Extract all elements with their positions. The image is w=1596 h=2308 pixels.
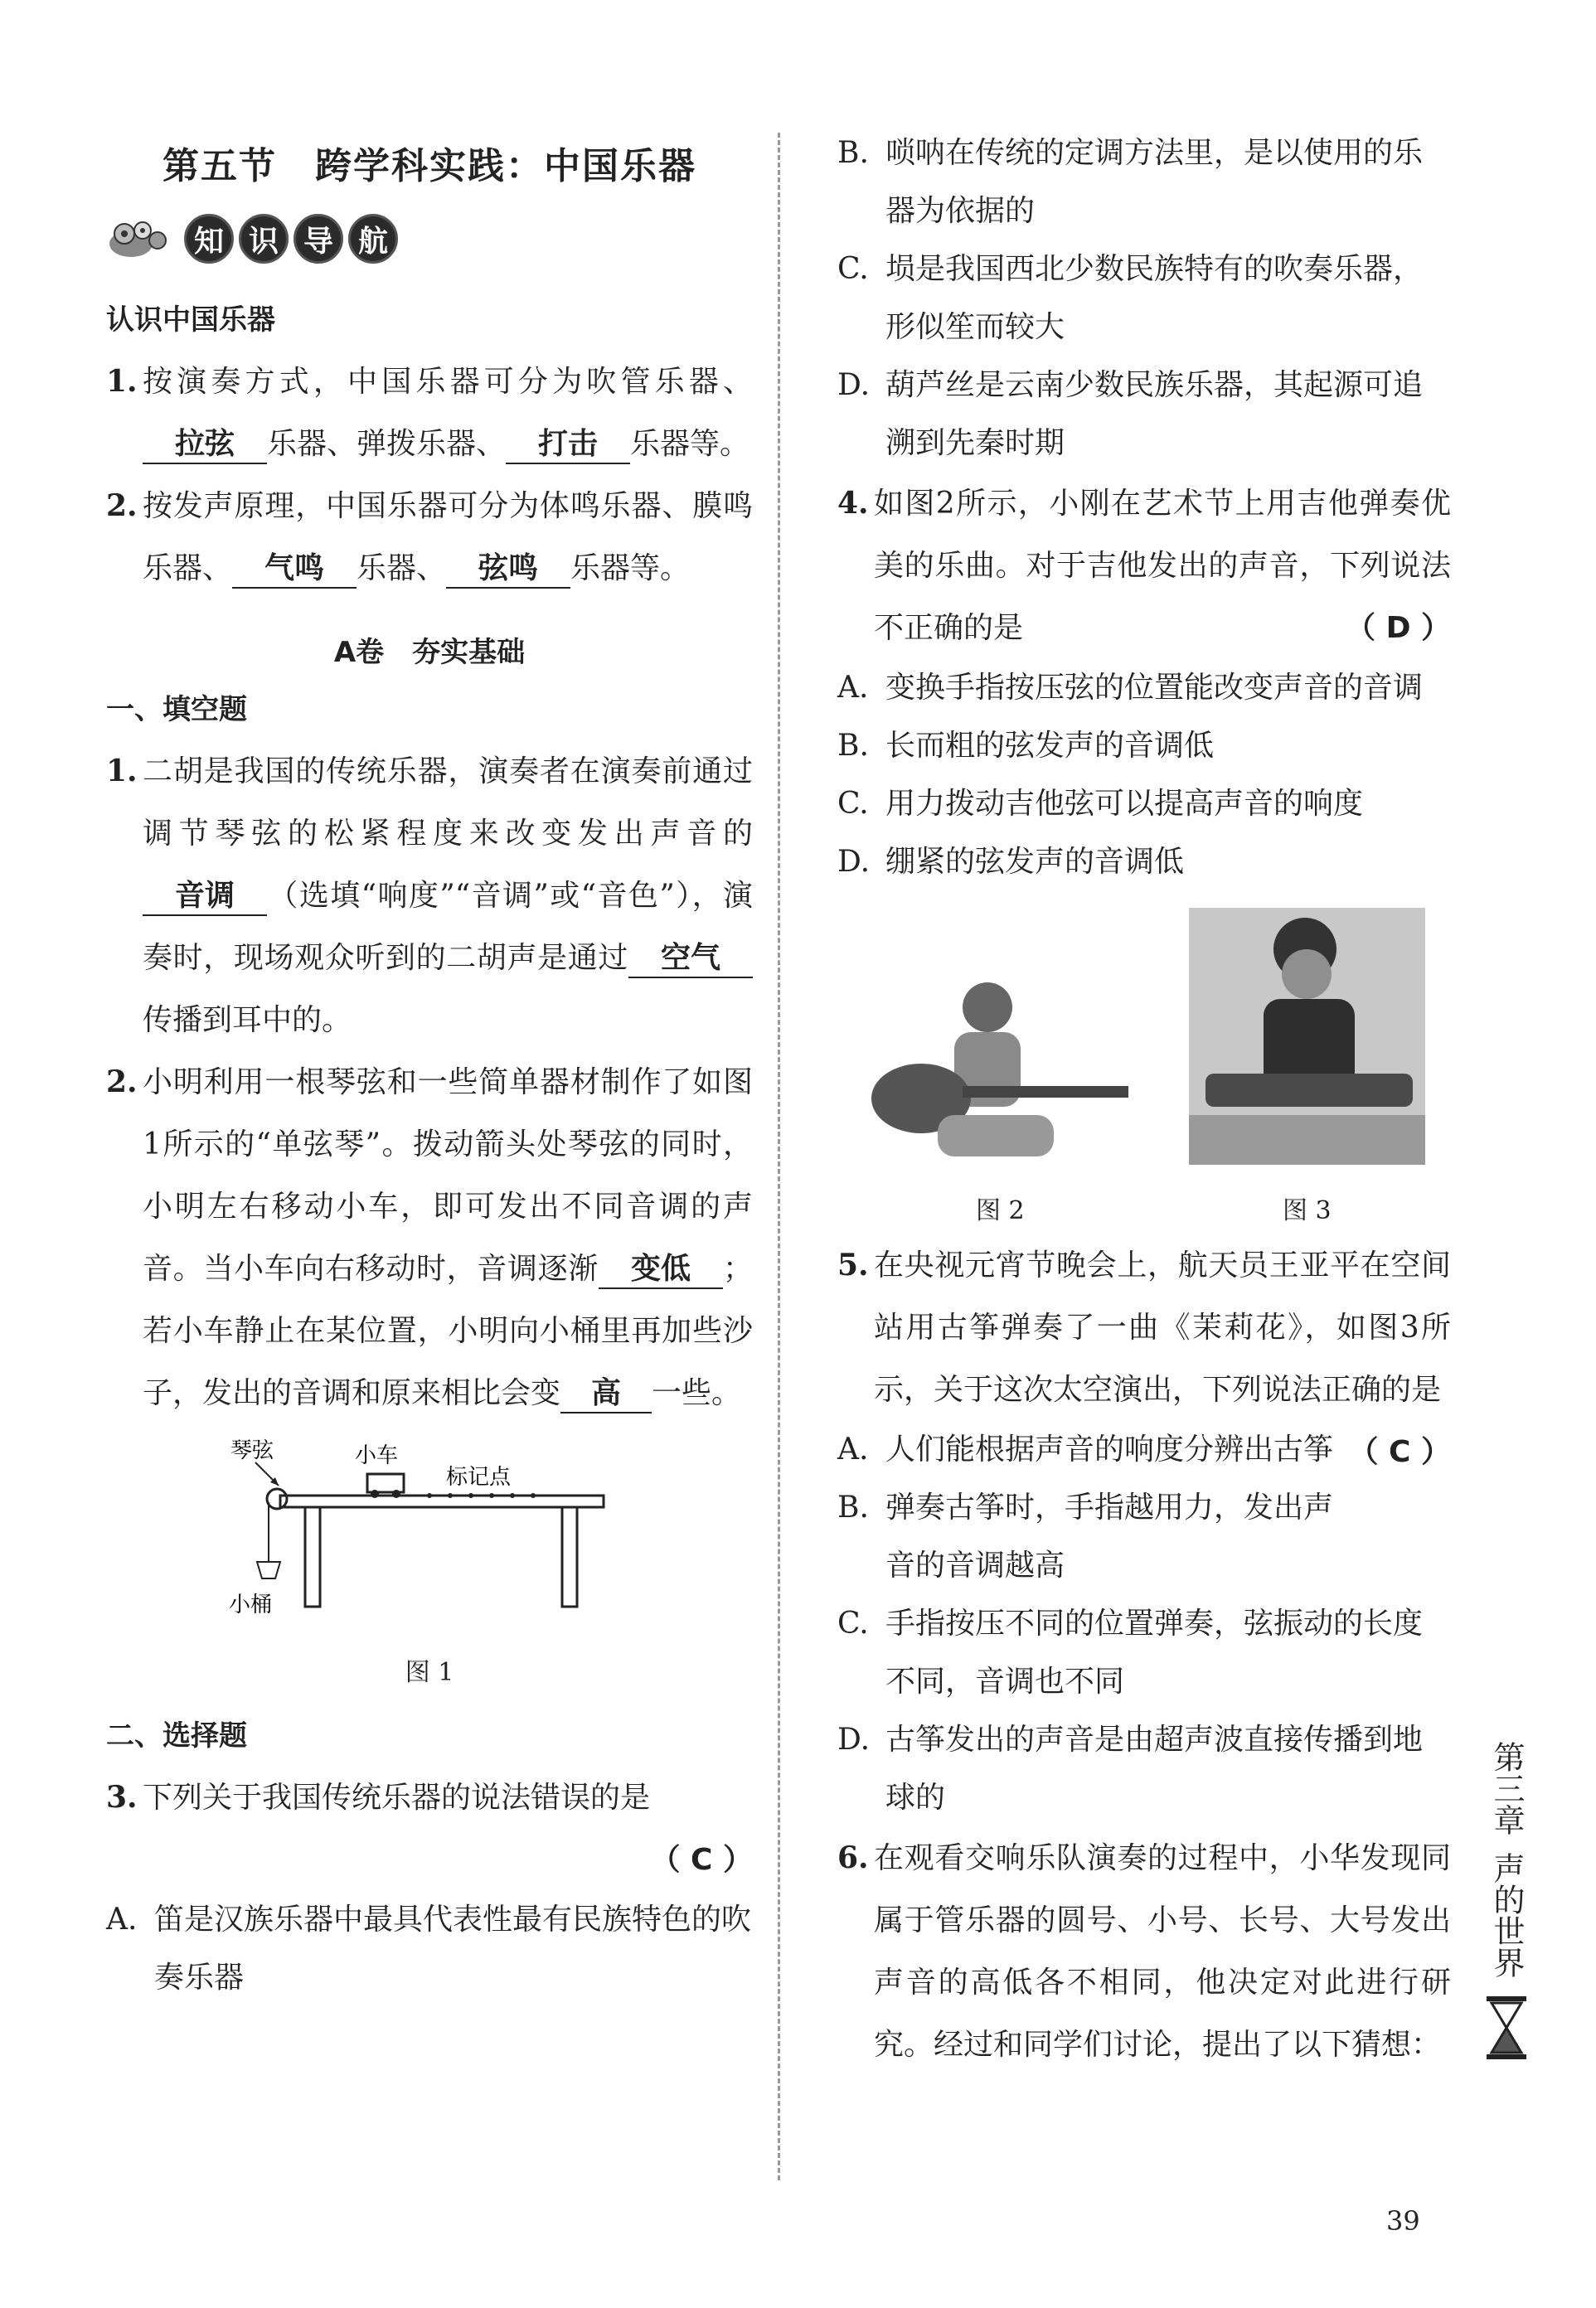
- monochord-diagram: [222, 1438, 637, 1645]
- answer-blank: 气鸣: [232, 550, 357, 589]
- nav-char-3: 导: [293, 214, 343, 264]
- knowledge-q1: 1. 按演奏方式，中国乐器可分为吹管乐器、拉弦 乐器、弹拨乐器、 打击 乐器等。: [106, 351, 753, 475]
- choice-q6: 6. 在观看交响乐队演奏的过程中，小华发现同属于管乐器的圆号、小号、长号、大号发出声音的高低各不相同，他决定对此进行研究。经过和同学们讨论，提出了以下猜想：: [837, 1827, 1451, 2076]
- choice-q4: 4. 如图2所示，小刚在艺术节上用吉他弹奏优美的乐曲。对于吉他发出的声音，下列说法不正确的是 （ D ）: [837, 473, 1451, 659]
- option-d: D. 葫芦丝是云南少数民族乐器，其起源可追溯到先秦时期: [837, 368, 1424, 460]
- option-c: C. 埙是我国西北少数民族特有的吹奏乐器，形似笙而较大: [837, 252, 1424, 344]
- choice-q5: 5. 在央视元宵节晚会上，航天员王亚平在空间站用古筝弹奏了一曲《茉莉花》，如图3所示，关于这次太空演出，下列说法正确的是 （ C ）: [837, 1234, 1451, 1421]
- part-a-title: A卷 夯实基础: [333, 636, 526, 669]
- answer-blank: 打击: [506, 426, 630, 464]
- figures-2-3: [837, 908, 1451, 1226]
- question-number: 3.: [106, 1780, 138, 1815]
- choice-q3: 3. 下列关于我国传统乐器的说法错误的是 （ C ）: [106, 1767, 753, 1891]
- option-c: C. 用力拨动吉他弦可以提高声音的响度: [837, 787, 1364, 821]
- answer-blank: 拉弦: [143, 426, 267, 464]
- chapter-name: 声的世界: [1488, 1852, 1525, 1978]
- answer-blank: 变低: [599, 1251, 723, 1289]
- option-b: B. 弹奏古筝时，手指越用力，发出声音的音调越高: [837, 1491, 1334, 1583]
- answer-bracket: （ D ）: [1346, 611, 1451, 645]
- question-number: 2.: [106, 488, 138, 523]
- label-string: 琴弦: [230, 1438, 274, 1463]
- option-d: D. 绷紧的弦发声的音调低: [837, 845, 1185, 879]
- answer-bracket: （ C ）: [1348, 1435, 1451, 1469]
- left-column: [106, 124, 753, 2007]
- label-marks: 标记点: [446, 1465, 512, 1490]
- figure-2-caption: 图 2: [975, 1196, 1025, 1225]
- hourglass-icon: [1482, 1995, 1531, 2061]
- option-b: B. 长而粗的弦发声的音调低: [837, 729, 1215, 763]
- nav-char-4: 航: [348, 214, 398, 264]
- nav-char-1: 知: [184, 214, 234, 264]
- option-d: D. 古筝发出的声音是由超声波直接传播到地球的: [837, 1723, 1424, 1815]
- answer-blank: 空气: [628, 940, 753, 978]
- knowledge-nav-badge: [106, 214, 753, 264]
- chapter-number: 第三章: [1488, 1741, 1525, 1835]
- label-car: 小车: [355, 1443, 399, 1468]
- chapter-tab: [1477, 1741, 1535, 2068]
- label-bucket: 小桶: [229, 1593, 273, 1617]
- question-number: 5.: [837, 1248, 869, 1282]
- guitar-photo: [863, 974, 1137, 1165]
- page-number: 39: [1386, 2205, 1420, 2237]
- knowledge-heading: 认识中国乐器: [106, 303, 275, 337]
- option-b: B. 唢呐在传统的定调方法里，是以使用的乐器为依据的: [837, 136, 1424, 228]
- figure-3-caption: 图 3: [1282, 1196, 1332, 1225]
- right-column: [837, 124, 1451, 2076]
- question-number: 4.: [837, 486, 869, 521]
- column-divider: [778, 133, 780, 2180]
- section-title: 第五节 跨学科实践：中国乐器: [163, 145, 696, 187]
- answer-bracket: （ C ）: [650, 1843, 753, 1877]
- answer-blank: 高: [560, 1375, 652, 1413]
- guzheng-photo: [1189, 908, 1425, 1165]
- nav-char-2: 识: [239, 214, 289, 264]
- knowledge-q2: 2. 按发声原理，中国乐器可分为体鸣乐器、膜鸣乐器、 气鸣 乐器、 弦鸣 乐器等。: [106, 475, 753, 599]
- option-a: A. 变换手指按压弦的位置能改变声音的音调: [837, 671, 1424, 705]
- option-a: A. 人们能根据声音的响度分辨出古筝: [837, 1433, 1334, 1467]
- flower-decoration-icon: [106, 216, 179, 262]
- fill-q2: 2. 小明利用一根琴弦和一些简单器材制作了如图1所示的“单弦琴”。拨动箭头处琴弦的同时，小明左右移动小车，即可发出不同音调的声音。当小车向右移动时，音调逐渐 变低 ；若小车静止在某位置，小明向小桶里再加些沙子，发出的音调和原来相比会变 高 一些。: [106, 1051, 753, 1424]
- question-number: 6.: [837, 1840, 869, 1875]
- figure-1: [106, 1438, 753, 1688]
- figure-1-caption: 图 1: [405, 1658, 454, 1687]
- fill-heading: 一、填空题: [106, 693, 247, 726]
- question-number: 1.: [106, 364, 138, 399]
- choice-heading: 二、选择题: [106, 1719, 247, 1753]
- option-c: C. 手指按压不同的位置弹奏，弦振动的长度不同，音调也不同: [837, 1607, 1424, 1699]
- answer-blank: 音调: [143, 878, 267, 916]
- question-number: 2.: [106, 1064, 138, 1099]
- answer-blank: 弦鸣: [446, 550, 570, 589]
- figure-3: [1189, 908, 1425, 1226]
- question-number: 1.: [106, 754, 138, 788]
- option-a: A. 笛是汉族乐器中最具代表性最有民族特色的吹奏乐器: [106, 1903, 752, 1995]
- fill-q1: 1. 二胡是我国的传统乐器，演奏者在演奏前通过调节琴弦的松紧程度来改变发出声音的音调 （选填“响度”“音调”或“音色”），演奏时，现场观众听到的二胡声是通过 空气传播到耳中的。: [106, 740, 753, 1051]
- figure-2: [863, 974, 1137, 1226]
